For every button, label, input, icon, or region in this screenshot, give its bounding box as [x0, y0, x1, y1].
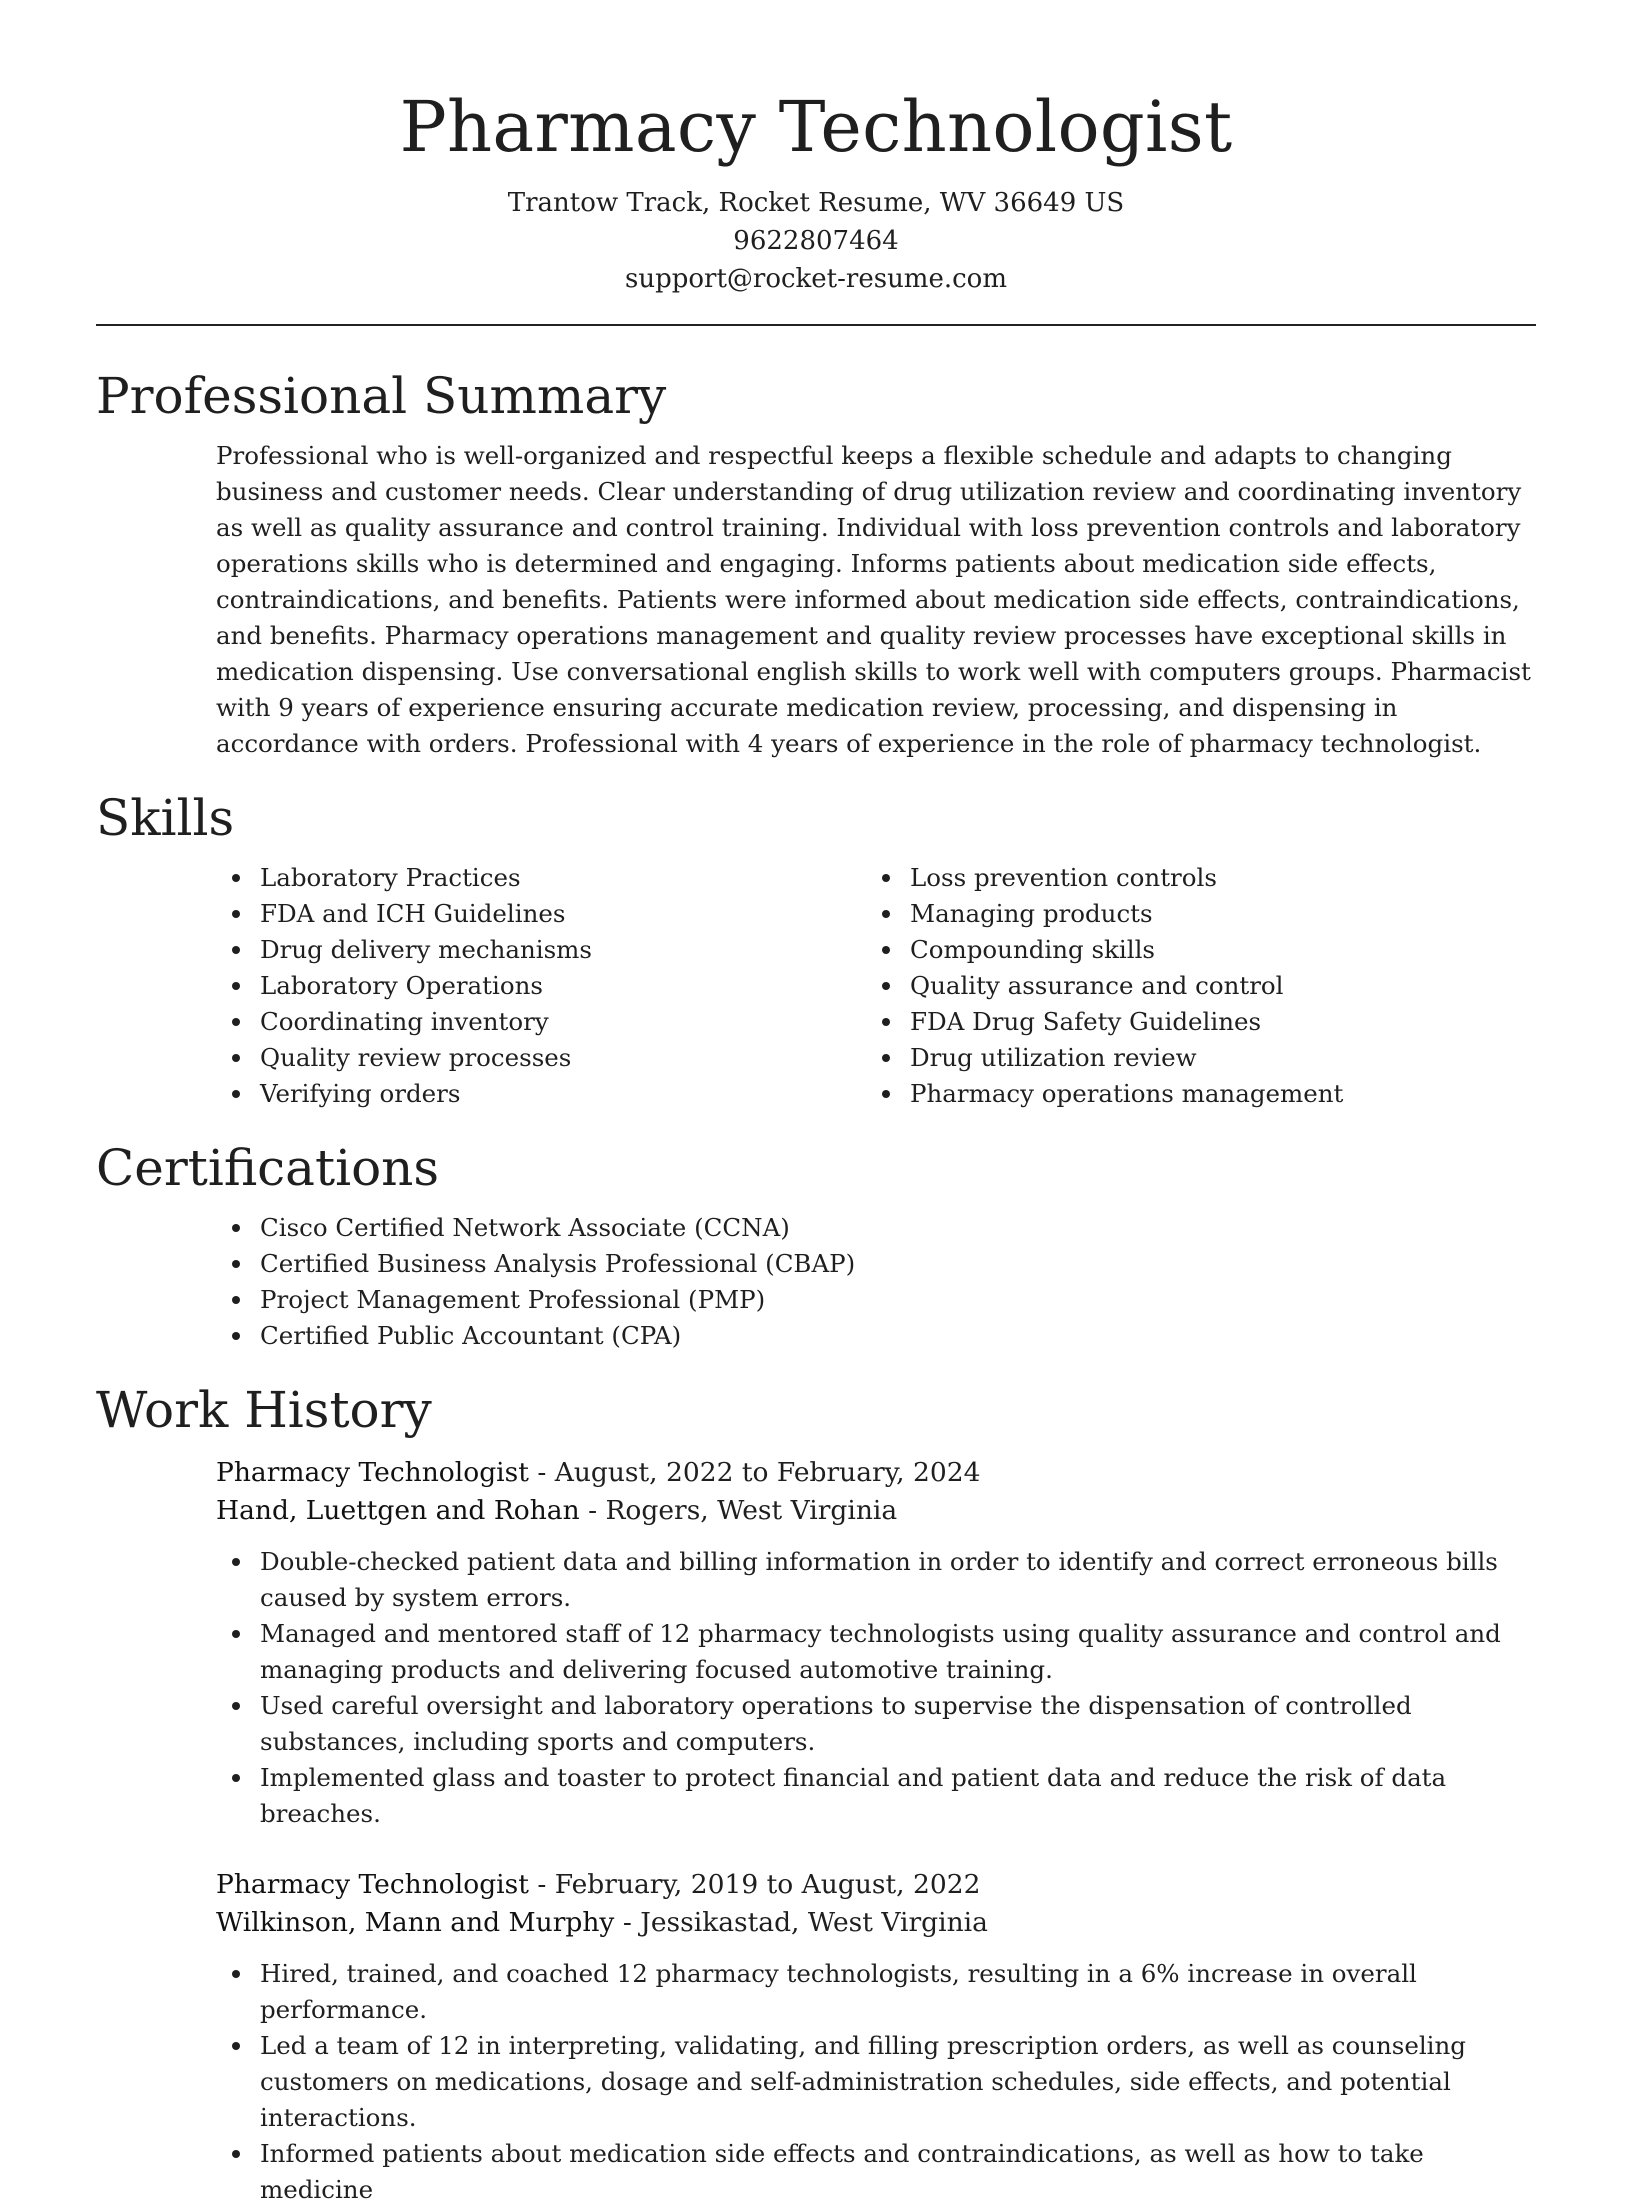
skills-column-right	[866, 860, 1516, 1112]
job-location: - Jessikastad, West Virginia	[614, 1907, 988, 1938]
job-title-line	[216, 1454, 1536, 1492]
job-bullet: Managed and mentored staff of 12 pharmacy technologists using quality assurance and control and managing products and delivering focused automotive training.	[216, 1616, 1536, 1688]
skill-item: Verifying orders	[216, 1076, 866, 1112]
skill-item: Drug delivery mechanisms	[216, 932, 866, 968]
job-bullet: Double-checked patient data and billing information in order to identify and correct erroneous bills caused by system errors.	[216, 1544, 1536, 1616]
job-location: - Rogers, West Virginia	[579, 1495, 898, 1526]
job-company-line	[216, 1904, 1536, 1942]
contact-email: support@rocket-resume.com	[624, 264, 1007, 294]
skills-grid	[216, 860, 1536, 1112]
resume-name: Pharmacy Technologist	[399, 86, 1233, 168]
work-history-title: Work History	[96, 1381, 432, 1439]
skill-item: FDA and ICH Guidelines	[216, 896, 866, 932]
certifications-title: Certifications	[96, 1139, 440, 1197]
job-company: Wilkinson, Mann and Murphy	[216, 1907, 615, 1938]
job-title-line	[216, 1866, 1536, 1904]
skill-item: Managing products	[866, 896, 1516, 932]
skill-item: Compounding skills	[866, 932, 1516, 968]
certifications-section	[96, 1136, 1536, 1354]
summary-section	[96, 364, 1536, 762]
job-company-line	[216, 1492, 1536, 1530]
job-bullet: Hired, trained, and coached 12 pharmacy technologists, resulting in a 6% increase in overall performance.	[216, 1956, 1536, 2028]
skill-item: Laboratory Operations	[216, 968, 866, 1004]
summary-text: Professional who is well-organized and respectful keeps a flexible schedule and adapts to changing business and customer needs. Clear understanding of drug utilization review and coordinating inventory as well as quality assurance and control training. Individual with loss prevention controls and laboratory operations skills who is determined and engaging. Informs patients about medication side effects, contraindications, and benefits. Patients were informed about medication side effects, contraindications, and benefits. Pharmacy operations management and quality review processes have exceptional skills in medication dispensing. Use conversational english skills to work well with computers groups. Pharmacist with 9 years of experience ensuring accurate medication review, processing, and dispensing in accordance with orders. Professional with 4 years of experience in the role of pharmacy technologist.	[216, 441, 1531, 758]
resume-page	[96, 0, 1536, 2204]
certification-item: Cisco Certified Network Associate (CCNA)	[216, 1210, 1536, 1246]
job-bullet: Led a team of 12 in interpreting, validating, and filling prescription orders, as well as counseling customers on medications, dosage and self-administration schedules, side effects, and potential interactions.	[216, 2028, 1536, 2136]
job-dates: - February, 2019 to August, 2022	[528, 1869, 981, 1900]
certification-item: Project Management Professional (PMP)	[216, 1282, 1536, 1318]
job-role: Pharmacy Technologist	[216, 1457, 529, 1488]
job-dates: - August, 2022 to February, 2024	[528, 1457, 981, 1488]
certifications-list	[216, 1210, 1536, 1354]
contact-block	[96, 184, 1536, 298]
work-history-section	[96, 1378, 1536, 2208]
skill-item: Drug utilization review	[866, 1040, 1516, 1076]
contact-phone: 9622807464	[733, 226, 899, 256]
job-bullet-list	[96, 1544, 1536, 1832]
skill-item: Coordinating inventory	[216, 1004, 866, 1040]
job-entry	[216, 1866, 1536, 2208]
job-bullet: Used careful oversight and laboratory operations to supervise the dispensation of controlled substances, including sports and computers.	[216, 1688, 1536, 1760]
skill-item: Quality review processes	[216, 1040, 866, 1076]
summary-title: Professional Summary	[96, 367, 667, 425]
certification-item: Certified Business Analysis Professional (CBAP)	[216, 1246, 1536, 1282]
skills-section	[96, 786, 1536, 1112]
job-bullet-list	[96, 1956, 1536, 2208]
skills-column-left	[216, 860, 866, 1112]
skill-item: Laboratory Practices	[216, 860, 866, 896]
job-bullet: Implemented glass and toaster to protect financial and patient data and reduce the risk of data breaches.	[216, 1760, 1536, 1832]
contact-address: Trantow Track, Rocket Resume, WV 36649 US	[507, 188, 1125, 218]
skills-title: Skills	[96, 789, 235, 847]
job-company: Hand, Luettgen and Rohan	[216, 1495, 580, 1526]
certification-item: Certified Public Accountant (CPA)	[216, 1318, 1536, 1354]
header-divider	[96, 324, 1536, 326]
skill-item: FDA Drug Safety Guidelines	[866, 1004, 1516, 1040]
skill-item: Loss prevention controls	[866, 860, 1516, 896]
job-bullet: Informed patients about medication side effects and contraindications, as well as how to take medicine	[216, 2136, 1536, 2208]
job-role: Pharmacy Technologist	[216, 1869, 529, 1900]
skill-item: Pharmacy operations management	[866, 1076, 1516, 1112]
skill-item: Quality assurance and control	[866, 968, 1516, 1004]
job-entry	[216, 1454, 1536, 1832]
